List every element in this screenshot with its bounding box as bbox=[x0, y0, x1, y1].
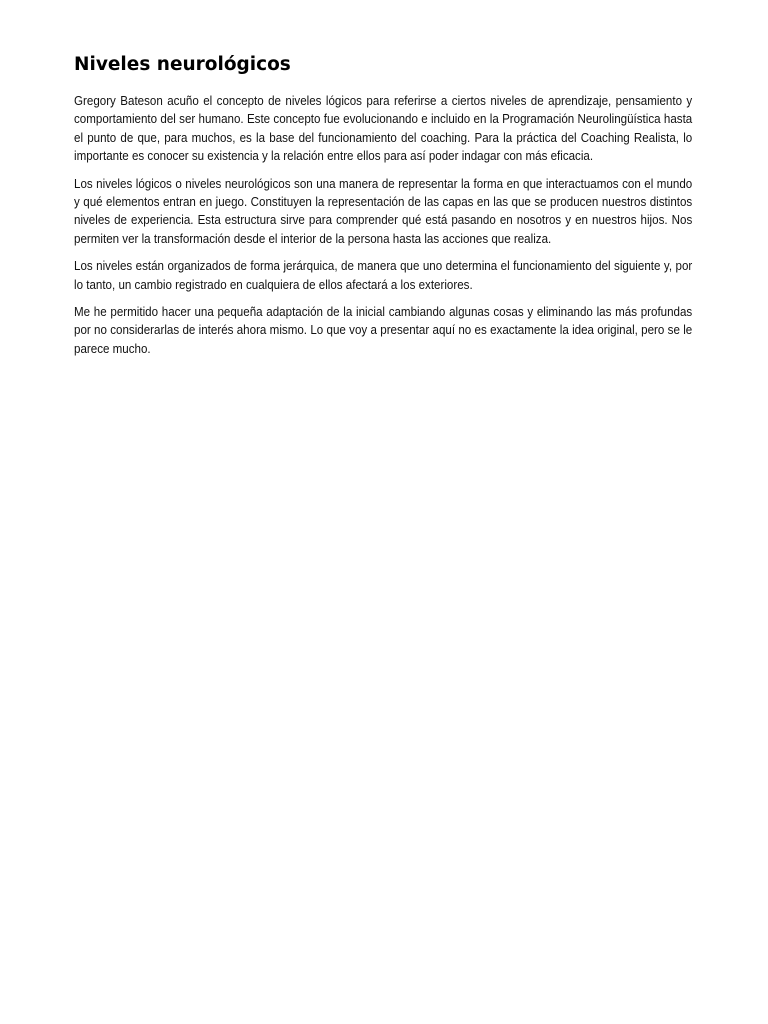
paragraph-4: Me he permitido hacer una pequeña adaptación de la inicial cambiando algunas cosas y eliminando las más profundas por no considerarlas de interés ahora mismo. Lo que voy a presentar aquí no es exactamente la idea original, pero se le parece mucho. bbox=[74, 305, 693, 356]
paragraph-3: Los niveles están organizados de forma jerárquica, de manera que uno determina el funcionamiento del siguiente y, por lo tanto, un cambio registrado en cualquiera de ellos afectará a los exteriores. bbox=[74, 259, 693, 292]
paragraph-2: Los niveles lógicos o niveles neurológicos son una manera de representar la forma en que interactuamos con el mundo y qué elementos entran en juego. Constituyen la representación de las capas en las que se producen nuestros distintos niveles de experiencia. Esta estructura sirve para comprender qué está pasando en nosotros y en nuestros hijos. Nos permiten ver la transformación desde el interior de la persona hasta las acciones que realiza. bbox=[74, 176, 693, 246]
page-title: Niveles neurológicos bbox=[74, 54, 291, 75]
paragraph-1: Gregory Bateson acuño el concepto de niveles lógicos para referirse a ciertos niveles de aprendizaje, pensamiento y comportamiento del ser humano. Este concepto fue evolucionando e incluido en la Programación Neurolingüística hasta el punto de que, para muchos, es la base del funcionamiento del coaching. Para la práctica del Coaching Realista, lo importante es conocer su existencia y la relación entre ellos para así poder indagar con más eficacia. bbox=[74, 94, 693, 164]
